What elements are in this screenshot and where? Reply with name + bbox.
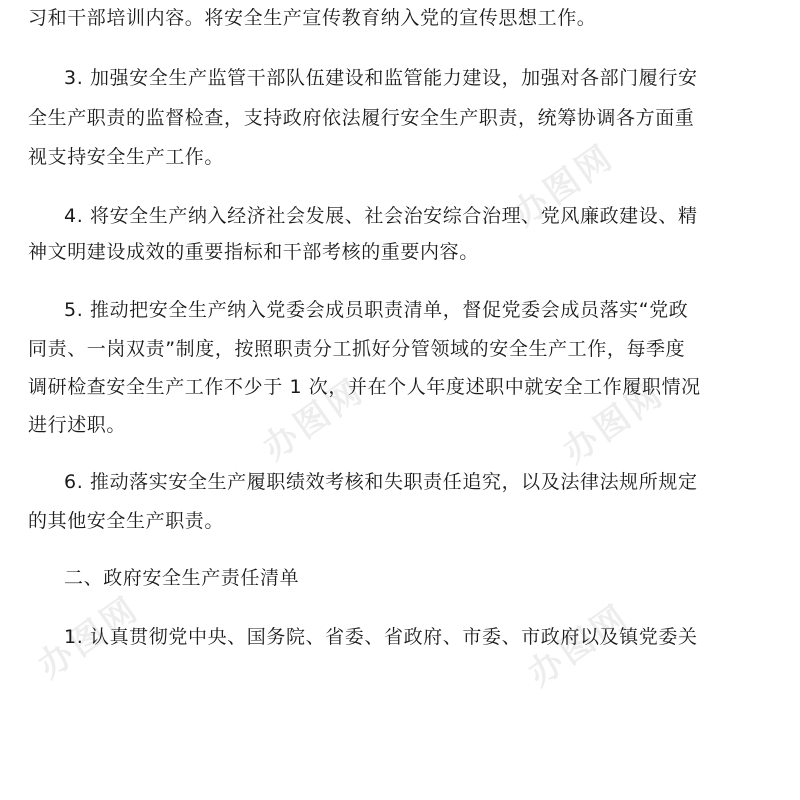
text-line: 调研检查安全生产工作不少于 1 次，并在个人年度述职中就安全工作履职情况 [28, 376, 701, 398]
text-line: 5. 推动把安全生产纳入党委会成员职责清单，督促党委会成员落实“党政 [64, 299, 689, 321]
text-line: 1. 认真贯彻党中央、国务院、省委、省政府、市委、市政府以及镇党委关 [64, 626, 698, 648]
section-heading: 二、政府安全生产责任清单 [64, 567, 300, 589]
text-line: 神文明建设成效的重要指标和干部考核的重要内容。 [28, 241, 479, 263]
text-line: 6. 推动落实安全生产履职绩效考核和失职责任追究，以及法律法规所规定 [64, 471, 698, 493]
watermark: 办图网 [30, 588, 148, 687]
watermark: 办图网 [555, 373, 673, 472]
watermark: 办图网 [505, 136, 623, 235]
text-line: 全生产职责的监督检查，支持政府依法履行安全生产职责，统筹协调各方面重 [28, 107, 695, 129]
text-line: 3. 加强安全生产监管干部队伍建设和监管能力建设，加强对各部门履行安 [64, 67, 698, 89]
watermark: 办图网 [255, 370, 373, 469]
text-line: 同责、一岗双责”制度，按照职责分工抓好分管领域的安全生产工作，每季度 [28, 338, 686, 360]
text-line: 的其他安全生产职责。 [28, 510, 225, 532]
text-line: 进行述职。 [28, 414, 127, 436]
text-line: 4. 将安全生产纳入经济社会发展、社会治安综合治理、党风廉政建设、精 [64, 205, 698, 227]
watermark: 办图网 [520, 596, 638, 695]
text-line: 视支持安全生产工作。 [28, 146, 225, 168]
text-line: 习和干部培训内容。将安全生产宣传教育纳入党的宣传思想工作。 [28, 7, 597, 29]
